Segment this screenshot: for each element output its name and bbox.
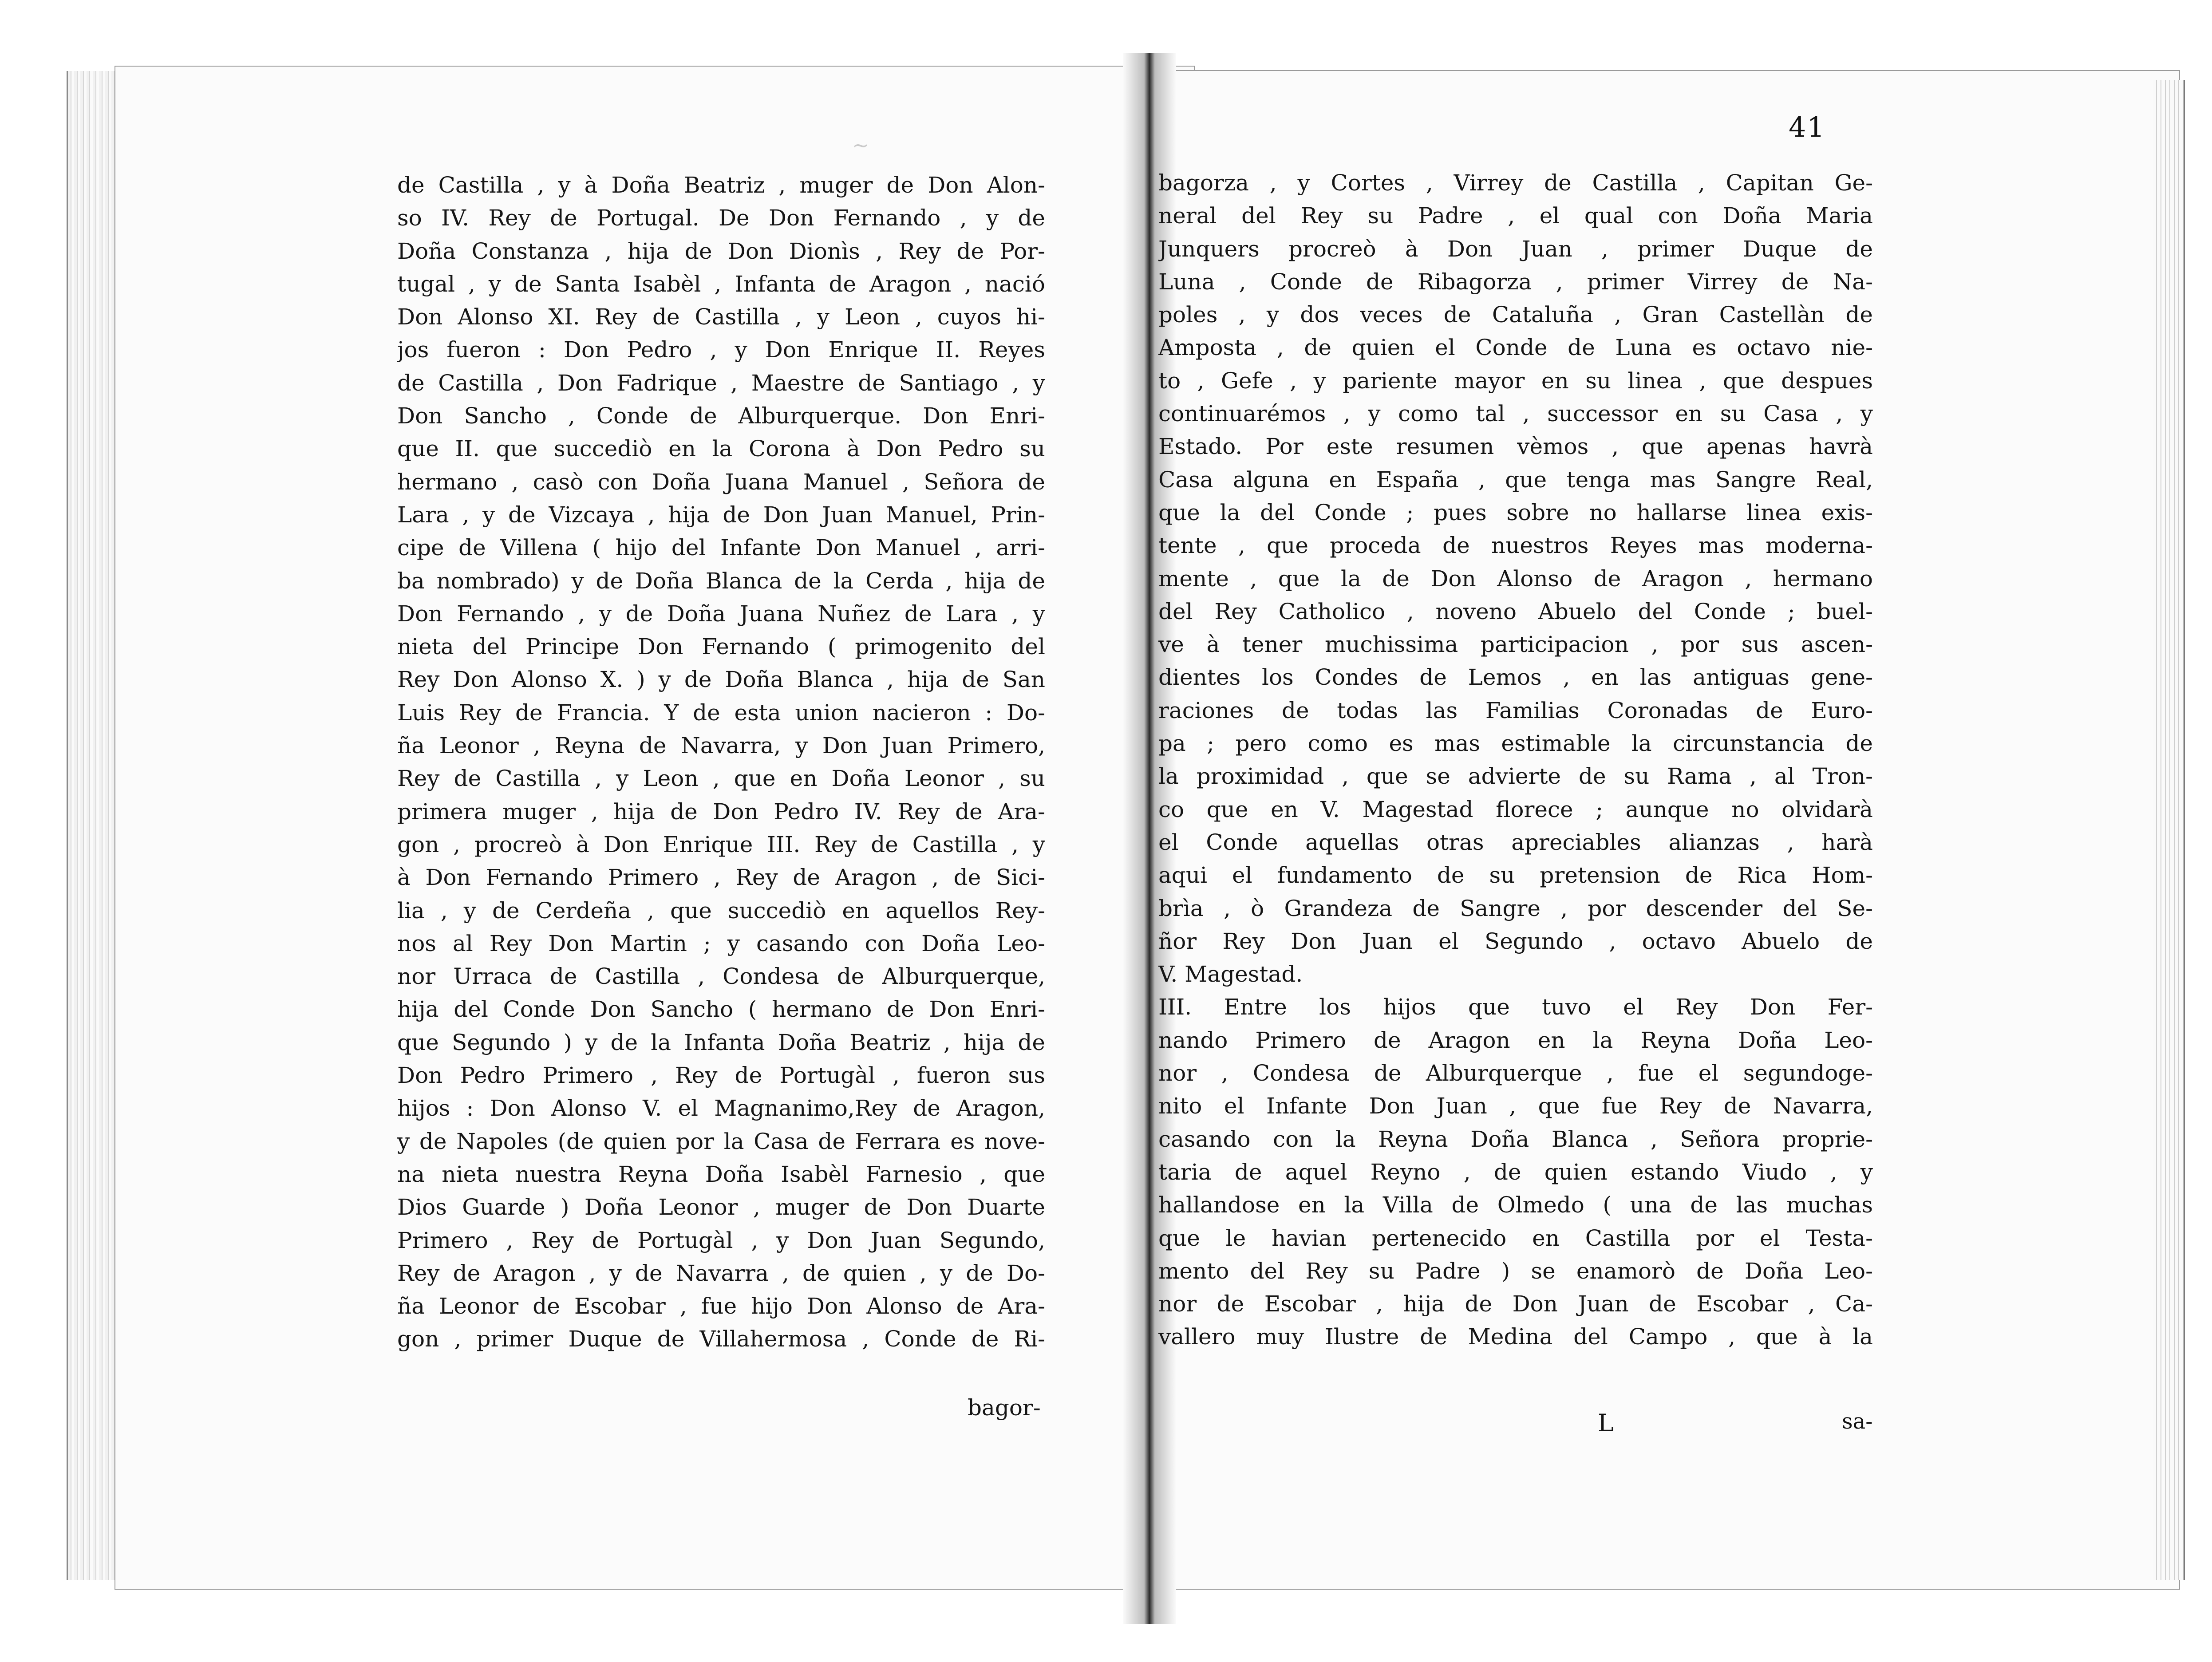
text-line: gon , primer Duque de Villahermosa , Conde de Ri- bbox=[397, 1326, 1045, 1352]
text-line: Luis Rey de Francia. Y de esta union nacieron : Do- bbox=[397, 699, 1045, 726]
text-line: Rey Don Alonso X. ) y de Doña Blanca , hija de San bbox=[397, 667, 1045, 693]
text-line: de Castilla , y à Doña Beatriz , muger de Don Alon- bbox=[397, 172, 1045, 198]
text-line: mente , que la de Don Alonso de Aragon , hermano bbox=[1158, 565, 1873, 592]
text-line: hermano , casò con Doña Juana Manuel , Señora de bbox=[397, 469, 1045, 495]
text-line: à Don Fernando Primero , Rey de Aragon , de Sici- bbox=[397, 865, 1045, 891]
text-line: vallero muy Ilustre de Medina del Campo , que à la bbox=[1158, 1324, 1873, 1350]
text-line: la proximidad , que se advierte de su Rama , al Tron- bbox=[1158, 763, 1873, 790]
text-line: III. Entre los hijos que tuvo el Rey Don Fer- bbox=[1158, 994, 1873, 1020]
text-line: raciones de todas las Familias Coronadas de Euro- bbox=[1158, 697, 1873, 723]
left-page-text bbox=[397, 169, 1045, 1356]
text-line: continuarémos , y como tal , successor en su Casa , y bbox=[1158, 401, 1873, 427]
text-line: nor Urraca de Castilla , Condesa de Alburquerque, bbox=[397, 963, 1045, 990]
text-line: Lara , y de Vizcaya , hija de Don Juan Manuel, Prin- bbox=[397, 501, 1045, 528]
text-line: Amposta , de quien el Conde de Luna es octavo nie- bbox=[1158, 335, 1873, 361]
page-number: 41 bbox=[1789, 111, 1825, 143]
text-line: hallandose en la Villa de Olmedo ( una de las muchas bbox=[1158, 1192, 1873, 1218]
text-line: dientes los Condes de Lemos , en las antiguas gene- bbox=[1158, 664, 1873, 691]
text-line: co que en V. Magestad florece ; aunque no olvidarà bbox=[1158, 796, 1873, 822]
text-line: Don Alonso XI. Rey de Castilla , y Leon , cuyos hi- bbox=[397, 304, 1045, 330]
text-line: hijos : Don Alonso V. el Magnanimo,Rey de Aragon, bbox=[397, 1095, 1045, 1121]
text-line: Dios Guarde ) Doña Leonor , muger de Don Duarte bbox=[397, 1194, 1045, 1220]
text-line: bagorza , y Cortes , Virrey de Castilla , Capitan Ge- bbox=[1158, 170, 1873, 196]
text-line: so IV. Rey de Portugal. De Don Fernando , y de bbox=[397, 205, 1045, 231]
text-line: que II. que succediò en la Corona à Don Pedro su bbox=[397, 436, 1045, 462]
text-line: Casa alguna en España , que tenga mas Sangre Real, bbox=[1158, 466, 1873, 493]
text-line: hija del Conde Don Sancho ( hermano de Don Enri- bbox=[397, 996, 1045, 1022]
text-line: que la del Conde ; pues sobre no hallarse linea exis- bbox=[1158, 499, 1873, 525]
text-line: Rey de Aragon , y de Navarra , de quien , y de Do- bbox=[397, 1260, 1045, 1286]
text-line: mento del Rey su Padre ) se enamorò de Doña Leo- bbox=[1158, 1258, 1873, 1284]
text-line: y de Napoles (de quien por la Casa de Ferrara es nove- bbox=[397, 1128, 1045, 1154]
text-line: Don Sancho , Conde de Alburquerque. Don Enri- bbox=[397, 403, 1045, 429]
text-line: nor de Escobar , hija de Don Juan de Escobar , Ca- bbox=[1158, 1291, 1873, 1317]
left-catchword: bagor- bbox=[968, 1395, 1041, 1421]
text-line: gon , procreò à Don Enrique III. Rey de Castilla , y bbox=[397, 831, 1045, 857]
text-line: ña Leonor , Reyna de Navarra, y Don Juan Primero, bbox=[397, 733, 1045, 759]
text-line: to , Gefe , y pariente mayor en su linea , que despues bbox=[1158, 367, 1873, 394]
text-line: pa ; pero como es mas estimable la circunstancia de bbox=[1158, 730, 1873, 757]
text-line: Junquers procreò à Don Juan , primer Duque de bbox=[1158, 236, 1873, 262]
text-line: cipe de Villena ( hijo del Infante Don Manuel , arri- bbox=[397, 535, 1045, 561]
text-line: ba nombrado) y de Doña Blanca de la Cerda , hija de bbox=[397, 568, 1045, 594]
text-line: lia , y de Cerdeña , que succediò en aquellos Rey- bbox=[397, 897, 1045, 924]
text-line: brìa , ò Grandeza de Sangre , por descender del Se- bbox=[1158, 895, 1873, 921]
text-line: tente , que proceda de nuestros Reyes mas moderna- bbox=[1158, 533, 1873, 559]
text-line: que Segundo ) y de la Infanta Doña Beatriz , hija de bbox=[397, 1029, 1045, 1055]
text-line: nando Primero de Aragon en la Reyna Doña Leo- bbox=[1158, 1027, 1873, 1053]
text-line: nor , Condesa de Alburquerque , fue el segundoge- bbox=[1158, 1060, 1873, 1086]
text-line: que le havian pertenecido en Castilla por el Testa- bbox=[1158, 1225, 1873, 1251]
bleed-through-mark: ~ bbox=[852, 133, 869, 157]
text-line: ve à tener muchissima participacion , por sus ascen- bbox=[1158, 632, 1873, 658]
signature-mark: L bbox=[1598, 1409, 1614, 1437]
text-line: del Rey Catholico , noveno Abuelo del Conde ; buel- bbox=[1158, 598, 1873, 624]
text-line: ña Leonor de Escobar , fue hijo Don Alonso de Ara- bbox=[397, 1293, 1045, 1319]
text-line: nito el Infante Don Juan , que fue Rey de Navarra, bbox=[1158, 1093, 1873, 1119]
text-line: Don Fernando , y de Doña Juana Nuñez de Lara , y bbox=[397, 600, 1045, 627]
text-line: nieta del Principe Don Fernando ( primogenito del bbox=[397, 634, 1045, 660]
text-line: Estado. Por este resumen vèmos , que apenas havrà bbox=[1158, 434, 1873, 460]
text-line: poles , y dos veces de Cataluña , Gran Castellàn de bbox=[1158, 302, 1873, 328]
text-line: Don Pedro Primero , Rey de Portugàl , fueron sus bbox=[397, 1062, 1045, 1089]
text-line: jos fueron : Don Pedro , y Don Enrique II. Reyes bbox=[397, 337, 1045, 363]
text-line: Rey de Castilla , y Leon , que en Doña Leonor , su bbox=[397, 766, 1045, 792]
text-line: primera muger , hija de Don Pedro IV. Rey de Ara- bbox=[397, 798, 1045, 825]
text-line: nos al Rey Don Martin ; y casando con Doña Leo- bbox=[397, 930, 1045, 956]
text-line: V. Magestad. bbox=[1158, 961, 1303, 987]
text-line: Primero , Rey de Portugàl , y Don Juan Segundo, bbox=[397, 1227, 1045, 1253]
right-catchword: sa- bbox=[1842, 1409, 1873, 1434]
text-line: neral del Rey su Padre , el qual con Doña Maria bbox=[1158, 203, 1873, 229]
text-line: casando con la Reyna Doña Blanca , Señora proprie- bbox=[1158, 1126, 1873, 1152]
text-line: Luna , Conde de Ribagorza , primer Virrey de Na- bbox=[1158, 268, 1873, 295]
text-line: tugal , y de Santa Isabèl , Infanta de Aragon , nació bbox=[397, 271, 1045, 297]
text-line: de Castilla , Don Fadrique , Maestre de Santiago , y bbox=[397, 370, 1045, 396]
text-line: Doña Constanza , hija de Don Dionìs , Rey de Por- bbox=[397, 238, 1045, 264]
text-line: na nieta nuestra Reyna Doña Isabèl Farnesio , que bbox=[397, 1161, 1045, 1187]
right-page-text bbox=[1158, 166, 1873, 1354]
text-line: taria de aquel Reyno , de quien estando Viudo , y bbox=[1158, 1159, 1873, 1185]
page-edges-right bbox=[2153, 80, 2185, 1580]
text-line: aqui el fundamento de su pretension de Rica Hom- bbox=[1158, 862, 1873, 888]
text-line: ñor Rey Don Juan el Segundo , octavo Abuelo de bbox=[1158, 928, 1873, 954]
text-line: el Conde aquellas otras apreciables alianzas , harà bbox=[1158, 829, 1873, 855]
